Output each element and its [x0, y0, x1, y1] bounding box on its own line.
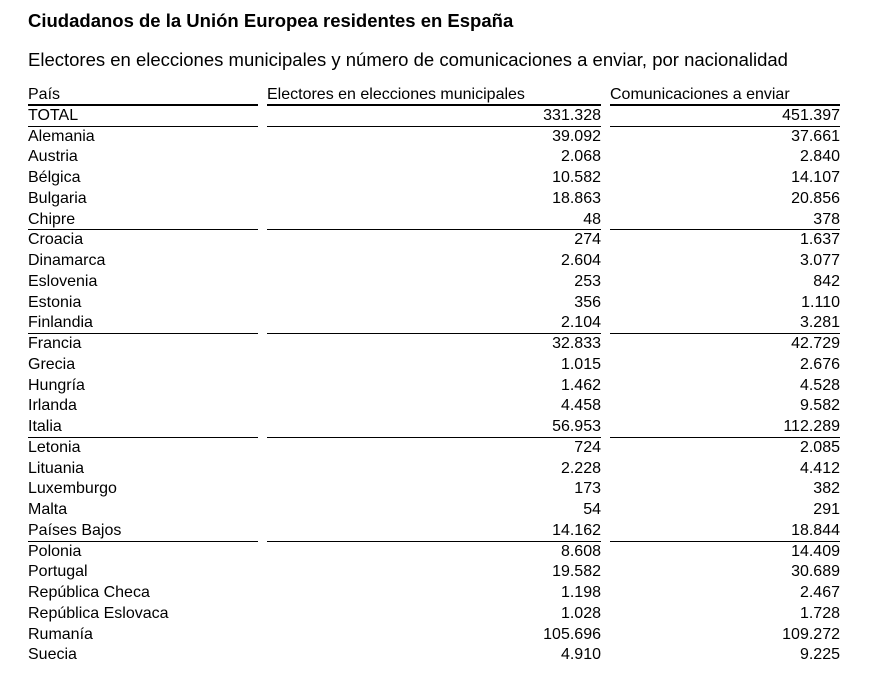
- table-row: [28, 417, 840, 438]
- cell-electores: 39.092: [552, 127, 601, 145]
- cell-electores: 2.068: [560, 148, 601, 166]
- cell-pais: Irlanda: [28, 397, 77, 415]
- cell-comunicaciones: 4.528: [799, 376, 840, 394]
- table-row: [28, 396, 840, 417]
- cell-pais: Italia: [28, 417, 258, 438]
- cell-pais: Croacia: [28, 231, 84, 249]
- cell-comunicaciones: 2.085: [799, 438, 840, 456]
- table-row: [28, 293, 840, 314]
- table-row: [28, 521, 840, 542]
- cell-comunicaciones: 3.077: [799, 252, 840, 269]
- column-header-comunicaciones: Comunicaciones a enviar: [610, 85, 840, 106]
- cell-electores: 1.015: [560, 355, 601, 373]
- table-row: [28, 230, 840, 251]
- table-row: [28, 562, 840, 583]
- cell-electores: 1.462: [560, 376, 601, 394]
- table-row: [28, 189, 840, 210]
- cell-electores: 19.582: [552, 563, 601, 581]
- cell-comunicaciones: 14.409: [791, 542, 840, 560]
- cell-comunicaciones: 37.661: [791, 127, 840, 145]
- data-table: [28, 85, 840, 666]
- cell-electores: 48: [267, 210, 601, 231]
- cell-pais: Francia: [28, 335, 82, 352]
- cell-electores: 4.458: [560, 397, 601, 415]
- cell-comunicaciones: 14.107: [791, 169, 840, 186]
- cell-electores: 8.608: [560, 542, 601, 560]
- cell-pais: Rumanía: [28, 625, 93, 643]
- cell-pais: Países Bajos: [28, 521, 258, 542]
- table-row: [28, 459, 840, 480]
- table-row: [28, 625, 840, 646]
- cell-electores: 1.028: [560, 604, 601, 622]
- cell-comunicaciones: 109.272: [782, 625, 840, 643]
- cell-pais: Suecia: [28, 646, 77, 664]
- cell-comunicaciones: 451.397: [610, 106, 840, 127]
- cell-pais: Dinamarca: [28, 252, 106, 269]
- page-subtitle: Electores en elecciones municipales y número de comunicaciones a enviar, por nacionalidad: [28, 49, 788, 70]
- cell-comunicaciones: 18.844: [610, 521, 840, 542]
- cell-pais: Malta: [28, 501, 68, 518]
- cell-comunicaciones: 2.840: [799, 148, 840, 166]
- cell-electores: 14.162: [267, 521, 601, 542]
- cell-pais: República Eslovaca: [28, 604, 169, 622]
- cell-comunicaciones: 382: [813, 480, 840, 498]
- cell-comunicaciones: 9.225: [799, 646, 840, 664]
- cell-electores: 10.582: [552, 169, 601, 186]
- cell-comunicaciones: 112.289: [610, 417, 840, 438]
- table-row: [28, 272, 840, 293]
- cell-pais: Luxemburgo: [28, 480, 117, 498]
- cell-pais: Eslovenia: [28, 272, 98, 290]
- cell-electores: 4.910: [560, 646, 601, 664]
- table-row: [28, 106, 840, 127]
- cell-pais: Polonia: [28, 542, 82, 560]
- table-row: [28, 251, 840, 272]
- table-row: [28, 438, 840, 459]
- table-row: [28, 542, 840, 563]
- table-row: [28, 604, 840, 625]
- cell-electores: 724: [574, 438, 601, 456]
- table-row: [28, 127, 840, 148]
- cell-comunicaciones: 1.110: [801, 293, 840, 311]
- table-row: [28, 147, 840, 168]
- cell-pais: República Checa: [28, 584, 150, 601]
- table-header-row: [28, 85, 840, 106]
- cell-comunicaciones: 20.856: [791, 189, 840, 207]
- cell-comunicaciones: 1.637: [799, 231, 840, 249]
- table-row: [28, 479, 840, 500]
- cell-pais: Austria: [28, 148, 78, 166]
- cell-electores: 173: [574, 480, 601, 498]
- cell-electores: 1.198: [560, 584, 601, 601]
- cell-pais: Estonia: [28, 293, 82, 311]
- cell-comunicaciones: 4.412: [799, 459, 840, 477]
- cell-pais: Lituania: [28, 459, 85, 477]
- cell-electores: 54: [583, 501, 601, 518]
- cell-electores: 32.833: [552, 335, 601, 352]
- table-row: [28, 313, 840, 334]
- cell-pais: Portugal: [28, 563, 88, 581]
- cell-pais: Hungría: [28, 376, 85, 394]
- cell-electores: 2.228: [560, 459, 601, 477]
- cell-pais: Chipre: [28, 210, 258, 231]
- cell-comunicaciones: 2.676: [799, 355, 840, 373]
- column-header-pais: País: [28, 85, 258, 106]
- cell-electores: 56.953: [267, 417, 601, 438]
- page-title: Ciudadanos de la Unión Europea residentes en España: [28, 10, 514, 31]
- cell-electores: 274: [574, 231, 601, 249]
- table-row: [28, 168, 840, 189]
- cell-pais: Bélgica: [28, 169, 81, 186]
- cell-comunicaciones: 1.728: [799, 604, 840, 622]
- cell-comunicaciones: 3.281: [610, 313, 840, 334]
- cell-pais: Alemania: [28, 127, 95, 145]
- table-row: [28, 210, 840, 231]
- table-row: [28, 645, 840, 666]
- cell-electores: 2.104: [267, 313, 601, 334]
- cell-electores: 105.696: [543, 625, 601, 643]
- cell-comunicaciones: 42.729: [791, 335, 840, 352]
- table-row: [28, 334, 840, 355]
- cell-pais: Letonia: [28, 438, 81, 456]
- cell-comunicaciones: 291: [813, 501, 840, 518]
- cell-electores: 18.863: [552, 189, 601, 207]
- cell-comunicaciones: 30.689: [791, 563, 840, 581]
- cell-pais: Finlandia: [28, 313, 258, 334]
- cell-comunicaciones: 2.467: [799, 584, 840, 601]
- cell-pais: Bulgaria: [28, 189, 87, 207]
- table-row: [28, 500, 840, 521]
- cell-electores: 356: [574, 293, 601, 311]
- table-row: [28, 355, 840, 376]
- cell-pais: TOTAL: [28, 106, 258, 127]
- cell-electores: 253: [574, 272, 601, 290]
- table-row: [28, 376, 840, 397]
- cell-pais: Grecia: [28, 355, 76, 373]
- column-header-electores: Electores en elecciones municipales: [267, 85, 601, 106]
- cell-comunicaciones: 9.582: [799, 397, 840, 415]
- table-row: [28, 583, 840, 604]
- cell-electores: 2.604: [560, 252, 601, 269]
- cell-electores: 331.328: [267, 106, 601, 127]
- cell-comunicaciones: 378: [610, 210, 840, 231]
- cell-comunicaciones: 842: [813, 272, 840, 290]
